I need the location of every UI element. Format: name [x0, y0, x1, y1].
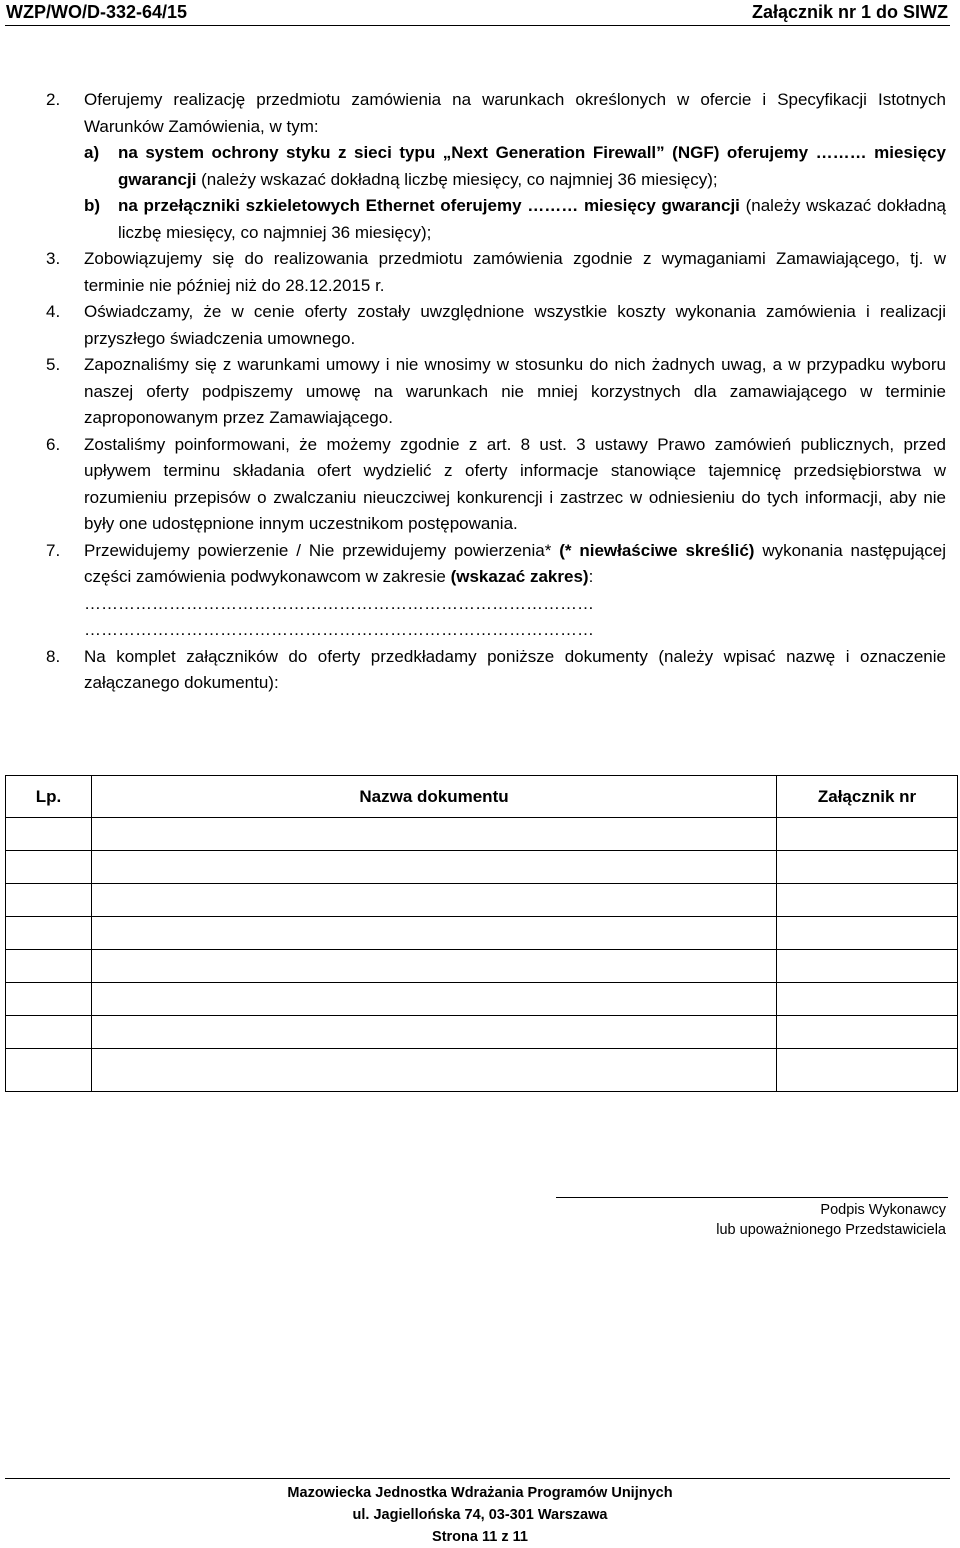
fill-in-line[interactable]: ………………………………………………………………………………: [84, 593, 594, 613]
clause-number: 7.: [46, 540, 61, 560]
table-row: [6, 950, 958, 983]
table-cell[interactable]: [6, 818, 92, 851]
table-cell[interactable]: [6, 851, 92, 884]
clause-number: 5.: [46, 355, 61, 374]
page-footer: [0, 1482, 960, 1548]
signature-block: [716, 1200, 946, 1240]
sub-text-note: (należy wskazać dokładną liczbę miesięcy, co najmniej 36 miesięcy);: [196, 169, 718, 189]
table-row: [6, 917, 958, 950]
clause-text: Na komplet załączników do oferty przedkładamy poniższe dokumenty (należy wpisać nazwę i oznaczenie załączanego dokumentu):: [84, 646, 946, 692]
clause-2: [46, 87, 946, 246]
header-divider: [5, 25, 950, 26]
clause-7: [46, 538, 946, 591]
signature-caption-sub: lub upoważnionego Przedstawiciela: [716, 1222, 946, 1238]
clause-text: wykonania następującej części zamówienia podwykonawcom w zakresie: [84, 540, 946, 586]
footer-address: ul. Jagiellońska 74, 03-301 Warszawa: [352, 1507, 608, 1523]
clause-number: 2.: [46, 90, 61, 109]
table-cell[interactable]: [777, 983, 958, 1016]
table-row: [6, 1049, 958, 1092]
table-cell[interactable]: [6, 917, 92, 950]
signature-caption: Podpis Wykonawcy: [820, 1202, 946, 1218]
sub-label: a): [84, 143, 100, 162]
column-header-attachment-number: Załącznik nr: [777, 776, 958, 818]
clause-2a: [46, 140, 946, 193]
sub-label: b): [84, 196, 101, 215]
clause-number: 3.: [46, 249, 61, 268]
clause-5: [46, 352, 946, 432]
table-row: [6, 818, 958, 851]
table-cell[interactable]: [777, 884, 958, 917]
page-number: Strona 11 z 11: [432, 1529, 528, 1545]
table-cell[interactable]: [92, 851, 777, 884]
scope-instruction: (wskazać zakres): [450, 567, 589, 586]
table-cell[interactable]: [777, 1016, 958, 1049]
clause-6: [46, 432, 946, 538]
table-cell[interactable]: [6, 1016, 92, 1049]
document-reference: WZP/WO/D-332-64/15: [6, 2, 188, 22]
clause-4: [46, 299, 946, 352]
table-header-row: [6, 776, 958, 818]
table-cell[interactable]: [92, 917, 777, 950]
clause-text: :: [588, 567, 594, 586]
table-cell[interactable]: [6, 983, 92, 1016]
table-cell[interactable]: [777, 917, 958, 950]
clause-number: 6.: [46, 434, 61, 454]
table-cell[interactable]: [92, 1016, 777, 1049]
clause-8: [46, 644, 946, 697]
table-cell[interactable]: [92, 983, 777, 1016]
sub-text-bold: na system ochrony styku z sieci typu „Next Generation Firewall” (NGF) oferujemy ……… miesięcy gwarancji: [118, 143, 946, 189]
clause-text: Zapoznaliśmy się z warunkami umowy i nie wnosimy w stosunku do nich żadnych uwag, a w przypadku wyboru naszej oferty podpiszemy umowę na warunkach nie mniej korzystnych dla zamawiającego w terminie zaproponowanym przez Zamawiającego.: [84, 355, 946, 427]
sub-text-bold: na przełączniki szkieletowych Ethernet oferujemy ……… miesięcy gwarancji: [118, 196, 740, 215]
clause-2b: [46, 193, 946, 246]
table-cell[interactable]: [777, 950, 958, 983]
clause-number: 8.: [46, 646, 61, 666]
table-cell[interactable]: [777, 851, 958, 884]
documents-table: [5, 775, 958, 1092]
page-header: [0, 0, 960, 28]
table-cell[interactable]: [6, 1049, 92, 1092]
table-cell[interactable]: [777, 818, 958, 851]
column-header-document-name: Nazwa dokumentu: [92, 776, 777, 818]
footer-organization: Mazowiecka Jednostka Wdrażania Programów Unijnych: [287, 1485, 673, 1501]
table-cell[interactable]: [92, 1049, 777, 1092]
column-header-lp: Lp.: [6, 776, 92, 818]
table-row: [6, 983, 958, 1016]
table-row: [6, 1016, 958, 1049]
clause-text: Przewidujemy powierzenie / Nie przewidujemy powierzenia*: [84, 540, 560, 560]
signature-line[interactable]: [556, 1197, 948, 1198]
document-body: [46, 87, 946, 697]
clause-text: Oferujemy realizację przedmiotu zamówienia na warunkach określonych w ofercie i Specyfikacji Istotnych Warunków Zamówienia, w tym:: [84, 90, 946, 136]
clause-text: Zostaliśmy poinformowani, że możemy zgodnie z art. 8 ust. 3 ustawy Prawo zamówień publicznych, przed upływem terminu składania ofert wydzielić z oferty informacje stanowiące tajemnicę przedsiębiorstwa w rozumieniu przepisów o zwalczaniu nieuczciwej konkurencji i zastrzec w odniesieniu do tych informacji, aby nie były one udostępnione innym uczestnikom postępowania.: [84, 434, 946, 533]
table-cell[interactable]: [6, 950, 92, 983]
table-cell[interactable]: [6, 884, 92, 917]
table-row: [6, 884, 958, 917]
table-cell[interactable]: [92, 884, 777, 917]
table-cell[interactable]: [777, 1049, 958, 1092]
clause-text: Zobowiązujemy się do realizowania przedmiotu zamówienia zgodnie z wymaganiami Zamawiającego, tj. w terminie nie później niż do 28.12.2015 r.: [84, 249, 946, 295]
sub-text-note: (należy wskazać dokładną liczbę miesięcy, co najmniej 36 miesięcy);: [118, 196, 946, 242]
footer-divider: [5, 1478, 950, 1479]
clause-number: 4.: [46, 302, 61, 321]
clause-text: Oświadczamy, że w cenie oferty zostały uwzględnione wszystkie koszty wykonania zamówienia i realizacji przyszłego świadczenia umownego.: [84, 302, 946, 348]
table-cell[interactable]: [92, 818, 777, 851]
clause-3: [46, 246, 946, 299]
table-row: [6, 851, 958, 884]
attachment-label: Załącznik nr 1 do SIWZ: [751, 2, 948, 22]
table-cell[interactable]: [92, 950, 777, 983]
fill-in-line[interactable]: ………………………………………………………………………………: [84, 620, 594, 639]
strike-instruction: (* niewłaściwe skreślić): [559, 540, 755, 560]
